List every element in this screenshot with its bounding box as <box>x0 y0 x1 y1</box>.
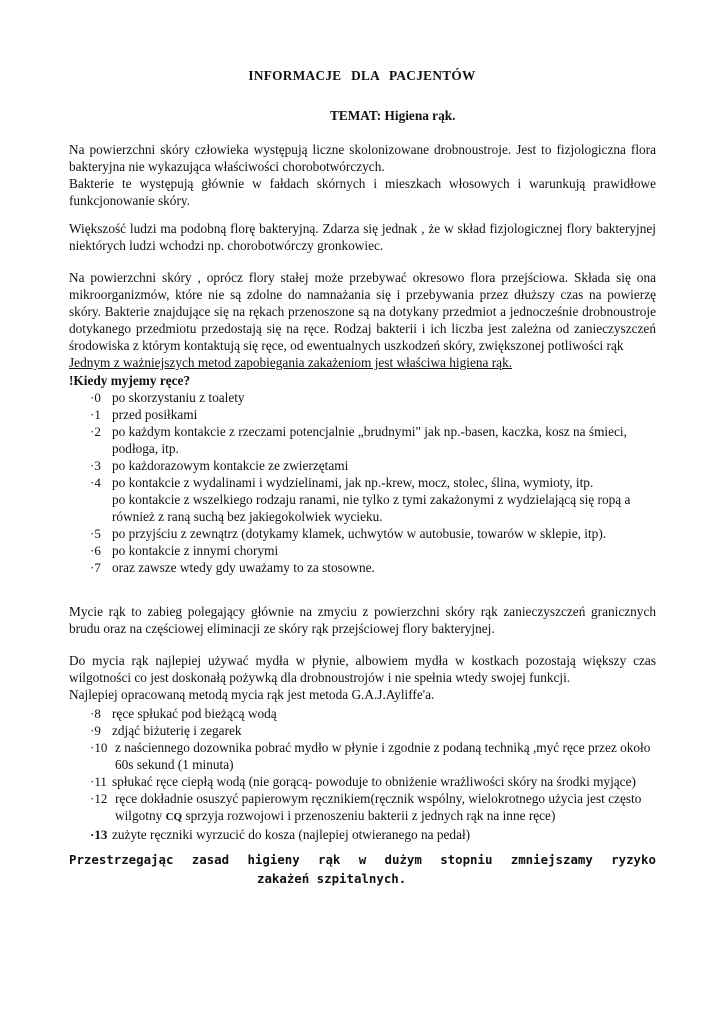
closing-word: w <box>358 852 367 867</box>
when-heading: !Kiedy myjemy ręce? <box>69 373 191 388</box>
list-item <box>90 739 660 773</box>
item-text-main: po kontakcie z wydalinami i wydzielinami, jak np.-krew, mocz, stolec, ślina, wymioty, itp. <box>112 475 594 490</box>
list-item <box>90 790 660 826</box>
document-subtitle: TEMAT: Higiena rąk. <box>330 108 456 123</box>
washing-paragraph-2 <box>69 652 656 703</box>
closing-line-2: zakażeń szpitalnych. <box>257 871 407 886</box>
item-text-extra: po kontakcie z wszelkiego rodzaju ranami, nie tylko z tymi zakażonymi z wydzielającą się ropą a również z raną suchą bez jakiegokolwiek wycieku. <box>112 492 631 524</box>
item-text: po przyjściu z zewnątrz (dotykamy klamek, uchwytów w autobusie, towarów w sklepie, itp). <box>112 526 607 541</box>
list-item <box>90 406 660 423</box>
item-text: po każdorazowym kontakcie ze zwierzętami <box>112 458 349 473</box>
closing-word: dużym <box>384 852 422 867</box>
list-item <box>90 423 660 457</box>
intro-p4-text: Na powierzchni skóry , oprócz flory stałej może przebywać okresowo flora przejściowa. Składa się ona mikroorganizmów, które nie są zdolne do namnażania się i przebywania przez dłuższy czas na powierzę skóry. Bakterie znajdujące się na rękach przenoszone są na dotykany przedmiot a jednocześnie drobnoustroje dotykanego przedmiotu przedostają się na ręce. Rodzaj bakterii i ich liczba jest zależna od zanieczyszczeń środowiska z którym kontaktują się ręce, od ewentualnych uszkodzeń skóry, zwiększonej potliwości rąk <box>69 270 656 353</box>
item-number: ·13 <box>90 827 108 842</box>
item-number: ·6 <box>90 543 101 558</box>
closing-word: zasad <box>191 852 230 867</box>
item-number: ·7 <box>90 560 101 575</box>
list-item <box>90 705 660 722</box>
intro-paragraph-1 <box>69 141 656 209</box>
item-text: zdjąć biżuterię i zegarek <box>112 723 242 738</box>
intro-p1-text: Na powierzchni skóry człowieka występują liczne skolonizowane drobnoustroje. Jest to fizjologiczna flora bakteryjna nie wykazująca właściwości chorobotwórczych. <box>69 142 656 174</box>
item-number: ·3 <box>90 458 101 473</box>
item-text: po skorzystaniu z toalety <box>112 390 245 405</box>
list-item <box>90 773 660 790</box>
item-text: spłukać ręce ciepłą wodą (nie gorącą- powoduje to obniżenie wrażliwości skóry na środki myjące) <box>112 774 636 789</box>
item-number: ·1 <box>90 407 101 422</box>
list-item <box>90 525 660 542</box>
closing-statement <box>69 850 656 888</box>
document-title: INFORMACJE DLA PACJENTÓW <box>248 68 476 83</box>
item-text: oraz zawsze wtedy gdy uważamy to za stosowne. <box>112 560 375 575</box>
cq-mark: CQ <box>165 811 183 823</box>
intro-p4-underlined: Jednym z ważniejszych metod zapobiegania zakażeniom jest właściwa higiena rąk. <box>69 355 513 370</box>
list-item <box>90 457 660 474</box>
list-item <box>90 542 660 559</box>
list-item <box>90 722 660 739</box>
item-text: ręce spłukać pod bieżącą wodą <box>112 706 277 721</box>
item-text: z naściennego dozownika pobrać mydło w płynie i zgodnie z podaną techniką ,myć ręce przez około 60s sekund (1 minuta) <box>115 740 651 772</box>
item-number: ·9 <box>90 723 101 738</box>
closing-word: stopniu <box>440 852 493 867</box>
item-text: po każdym kontakcie z rzeczami potencjalnie „brudnymi" jak np.-basen, kaczka, kosz na śmieci, podłoga, itp. <box>112 424 627 456</box>
intro-paragraph-4 <box>69 269 656 371</box>
item-number: ·10 <box>90 740 108 755</box>
closing-word: zmniejszamy <box>510 852 593 867</box>
item-number: ·8 <box>90 706 101 721</box>
closing-line-1 <box>69 850 656 869</box>
list-item <box>90 389 660 406</box>
when-list <box>90 389 660 576</box>
list-item <box>90 559 660 576</box>
item-text-b: sprzyja rozwojowi i przenoszeniu bakterii z jednych rąk na inne ręce) <box>185 808 556 823</box>
item-number: ·2 <box>90 424 101 439</box>
item-text: po kontakcie z innymi chorymi <box>112 543 279 558</box>
closing-word: higieny <box>247 852 300 867</box>
washing-p2-text: Do mycia rąk najlepiej używać mydła w płynie, albowiem mydła w kostkach pozostają większy czas wilgotności co jest doskonałą pożywką dla drobnoustrojów i nie spełnia wtedy swojej funkcji. <box>69 653 656 685</box>
closing-word: Przestrzegając <box>69 852 174 867</box>
closing-word: rąk <box>318 852 341 867</box>
intro-p2-text: Bakterie te występują głównie w fałdach skórnych i mieszkach włosowych i warunkują prawidłowe funkcjonowanie skóry. <box>69 176 656 208</box>
item-text-a: ręce dokładnie osuszyć papierowym ręcznikiem(ręcznik wspólny, wielokrotnego użycia jest często wilgotny <box>115 791 642 823</box>
item-number: ·0 <box>90 390 101 405</box>
washing-p3-text: Najlepiej opracowaną metodą mycia rąk jest metoda G.A.J.Ayliffe'a. <box>69 687 435 702</box>
item-number: ·4 <box>90 475 101 490</box>
closing-word: ryzyko <box>611 852 656 867</box>
intro-paragraph-3: Większość ludzi ma podobną florę bakteryjną. Zdarza się jednak , że w skład fizjologicznej flory bakteryjnej niektórych ludzi wchodzi np. chorobotwórczy gronkowiec. <box>69 221 656 253</box>
steps-list <box>90 705 660 843</box>
item-text: zużyte ręczniki wyrzucić do kosza (najlepiej otwieranego na pedał) <box>112 827 471 842</box>
item-number: ·11 <box>90 774 107 789</box>
item-text <box>112 474 660 525</box>
washing-paragraph-1: Mycie rąk to zabieg polegający głównie na zmyciu z powierzchni skóry rąk zanieczyszczeń granicznych brudu oraz na częściowej eliminacji ze skóry rąk przejściowej flory bakteryjnej. <box>69 604 656 636</box>
item-text <box>115 790 660 826</box>
item-text: przed posiłkami <box>112 407 198 422</box>
list-item <box>90 474 660 525</box>
item-number: ·12 <box>90 791 108 806</box>
list-item <box>90 826 660 843</box>
item-number: ·5 <box>90 526 101 541</box>
